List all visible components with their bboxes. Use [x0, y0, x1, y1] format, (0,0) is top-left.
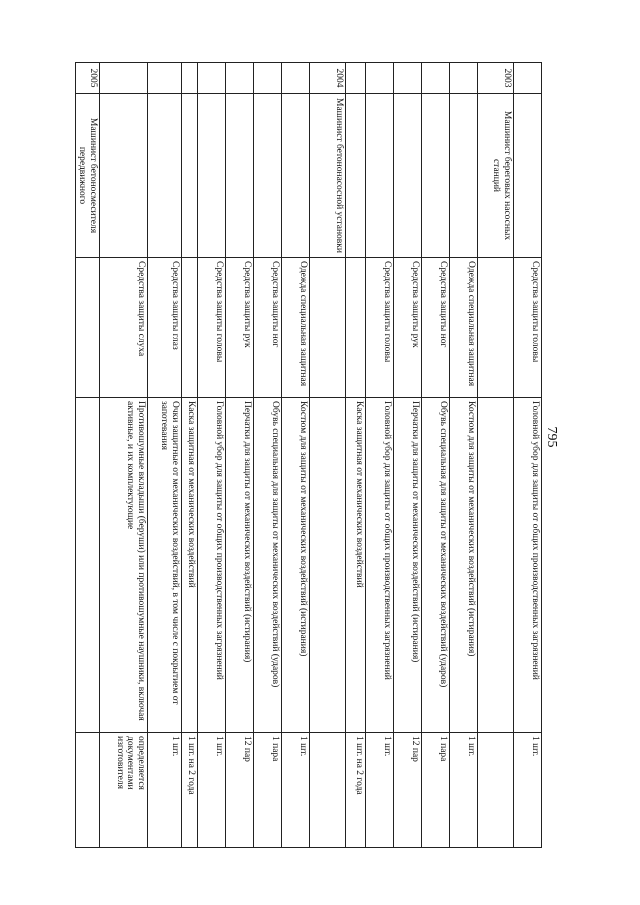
table-body — [75, 63, 541, 848]
quantity-cell: 12 пар — [394, 733, 422, 848]
category-cell: Средства защиты рук — [226, 258, 254, 398]
profession-cell — [254, 94, 282, 258]
category-cell — [182, 258, 198, 398]
item-cell: Перчатки для защиты от механических воздействий (истирания) — [226, 398, 254, 733]
category-cell — [346, 258, 366, 398]
table-row — [422, 63, 450, 848]
code-cell — [422, 63, 450, 94]
ppe-norms-table — [75, 62, 542, 848]
item-cell: Каска защитная от механических воздействий — [346, 398, 366, 733]
code-cell — [182, 63, 198, 94]
table-row — [394, 63, 422, 848]
item-cell — [478, 398, 514, 733]
profession-cell: Машинист бетононасосной установки — [310, 94, 346, 258]
code-cell — [514, 63, 542, 94]
item-cell: Противошумные вкладыши (беруши) или противошумные наушники, включая активные, и их комплектующие — [100, 398, 148, 733]
profession-cell — [198, 94, 226, 258]
category-cell: Средства защиты рук — [394, 258, 422, 398]
category-cell — [478, 258, 514, 398]
quantity-cell: 1 шт. — [148, 733, 182, 848]
quantity-cell: 1 шт. на 2 года — [346, 733, 366, 848]
profession-cell — [282, 94, 310, 258]
rotated-page-content — [77, 62, 542, 847]
table-row — [514, 63, 542, 848]
profession-cell — [366, 94, 394, 258]
item-cell: Головной убор для защиты от общих производственных загрязнений — [514, 398, 542, 733]
quantity-cell: определяется документами изготовителя — [100, 733, 148, 848]
table-row — [226, 63, 254, 848]
table-row — [148, 63, 182, 848]
item-cell: Обувь специальная для защиты от механических воздействий (ударов) — [422, 398, 450, 733]
table-row — [366, 63, 394, 848]
category-cell: Средства защиты головы — [514, 258, 542, 398]
code-cell — [198, 63, 226, 94]
category-cell: Средства защиты слуха — [100, 258, 148, 398]
profession-cell — [346, 94, 366, 258]
table-row — [450, 63, 478, 848]
code-cell: 2004 — [310, 63, 346, 94]
code-cell — [346, 63, 366, 94]
quantity-cell: 1 пара — [422, 733, 450, 848]
code-cell: 2005 — [75, 63, 99, 94]
quantity-cell: 1 шт. — [198, 733, 226, 848]
profession-cell — [394, 94, 422, 258]
quantity-cell: 1 шт. — [366, 733, 394, 848]
quantity-cell — [478, 733, 514, 848]
code-cell — [282, 63, 310, 94]
profession-cell: Машинист бетоносмесителя передвижного — [75, 94, 99, 258]
table-row — [254, 63, 282, 848]
code-cell: 2003 — [478, 63, 514, 94]
table-row — [182, 63, 198, 848]
table-row — [198, 63, 226, 848]
profession-cell: Машинист береговых насосных станций — [478, 94, 514, 258]
quantity-cell: 1 шт. — [450, 733, 478, 848]
category-cell: Средства защиты головы — [198, 258, 226, 398]
code-cell — [148, 63, 182, 94]
quantity-cell — [75, 733, 99, 848]
quantity-cell: 1 пара — [254, 733, 282, 848]
item-cell: Костюм для защиты от механических воздействий (истирания) — [282, 398, 310, 733]
quantity-cell: 1 шт. на 2 года — [182, 733, 198, 848]
item-cell: Костюм для защиты от механических воздействий (истирания) — [450, 398, 478, 733]
category-cell: Одежда специальная защитная — [450, 258, 478, 398]
category-cell: Средства защиты ног — [254, 258, 282, 398]
item-cell: Головной убор для защиты от общих производственных загрязнений — [198, 398, 226, 733]
table-row — [282, 63, 310, 848]
category-cell: Одежда специальная защитная — [282, 258, 310, 398]
code-cell — [226, 63, 254, 94]
quantity-cell: 1 шт. — [282, 733, 310, 848]
item-cell — [75, 398, 99, 733]
item-cell: Каска защитная от механических воздействий — [182, 398, 198, 733]
table-row — [310, 63, 346, 848]
table-row — [75, 63, 99, 848]
quantity-cell — [310, 733, 346, 848]
category-cell: Средства защиты глаз — [148, 258, 182, 398]
code-cell — [366, 63, 394, 94]
page-number: 795 — [544, 426, 559, 448]
quantity-cell: 12 пар — [226, 733, 254, 848]
category-cell — [310, 258, 346, 398]
profession-cell — [514, 94, 542, 258]
item-cell: Очки защитные от механических воздействий, в том числе с покрытием от запотевания — [148, 398, 182, 733]
code-cell — [394, 63, 422, 94]
table-row — [346, 63, 366, 848]
category-cell: Средства защиты ног — [422, 258, 450, 398]
item-cell: Обувь специальная для защиты от механических воздействий (ударов) — [254, 398, 282, 733]
table-row — [478, 63, 514, 848]
table-row — [100, 63, 148, 848]
code-cell — [450, 63, 478, 94]
item-cell: Головной убор для защиты от общих производственных загрязнений — [366, 398, 394, 733]
item-cell — [310, 398, 346, 733]
profession-cell — [422, 94, 450, 258]
quantity-cell: 1 шт. — [514, 733, 542, 848]
table-viewport — [77, 62, 542, 847]
category-cell: Средства защиты головы — [366, 258, 394, 398]
category-cell — [75, 258, 99, 398]
profession-cell — [450, 94, 478, 258]
item-cell: Перчатки для защиты от механических воздействий (истирания) — [394, 398, 422, 733]
profession-cell — [148, 94, 182, 258]
code-cell — [100, 63, 148, 94]
profession-cell — [182, 94, 198, 258]
profession-cell — [226, 94, 254, 258]
code-cell — [254, 63, 282, 94]
profession-cell — [100, 94, 148, 258]
